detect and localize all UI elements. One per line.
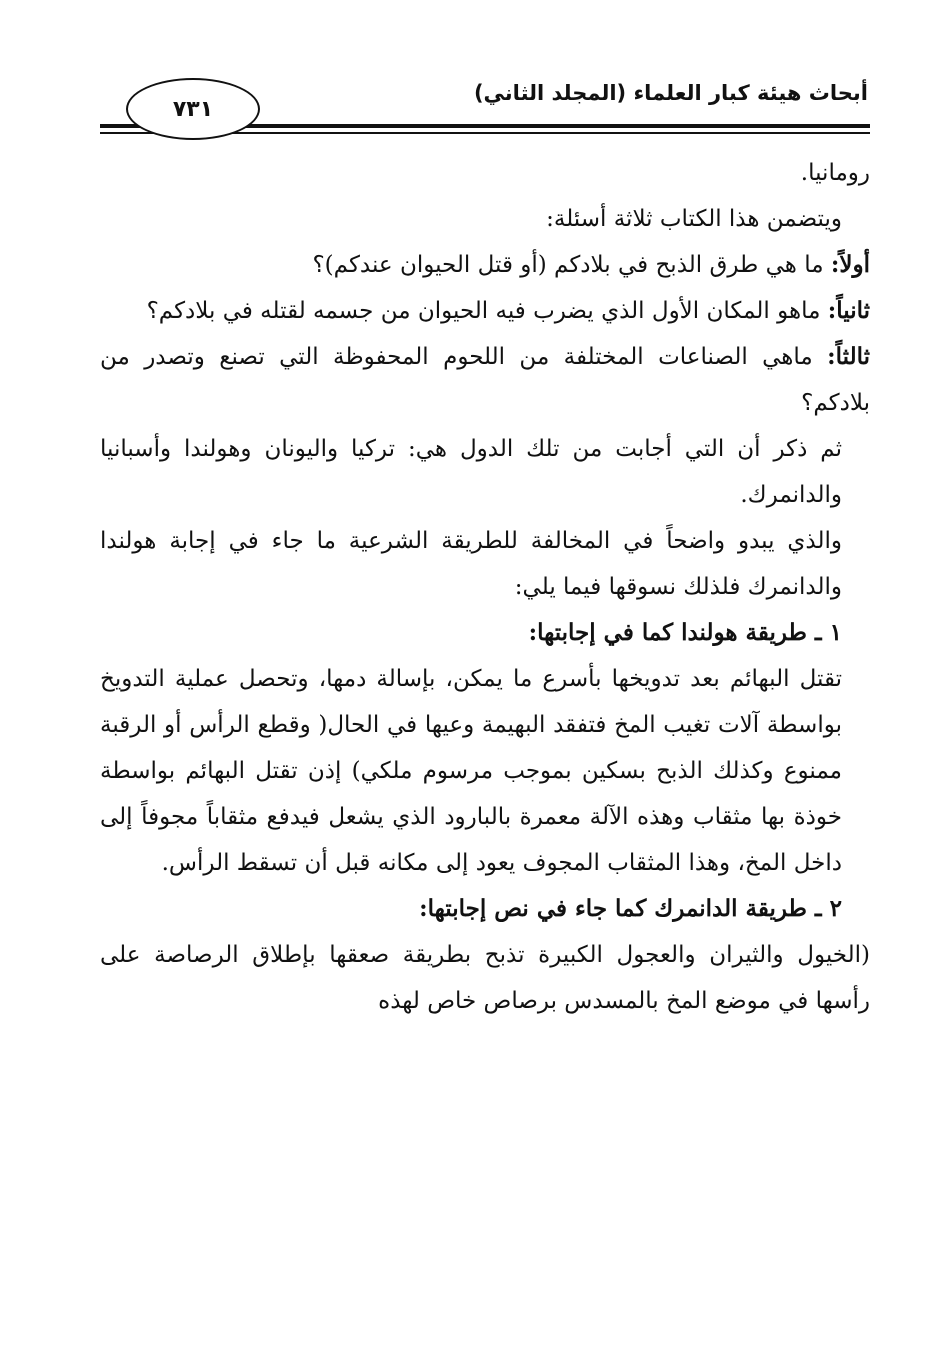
- page-number: ٧٣١: [172, 96, 214, 122]
- question-text: ماهو المكان الأول الذي يضرب فيه الحيوان من جسمه لقتله في بلادكم؟: [146, 298, 828, 324]
- question-label: أولاً:: [830, 251, 870, 278]
- question-1: [100, 242, 870, 288]
- paragraph: رومانيا.: [800, 160, 870, 186]
- page-number-oval: [126, 78, 260, 140]
- question-text: ما هي طرق الذبح في بلادكم (أو قتل الحيوان عندكم)؟: [312, 252, 831, 278]
- paragraph: (الخيول والثيران والعجول الكبيرة تذبح بطريقة صعقها بإطلاق الرصاصة على رأسها في موضع المخ بالمسدس برصاص خاص لهذه: [100, 942, 870, 1014]
- body-text: [100, 150, 870, 1024]
- paragraph: تقتل البهائم بعد تدويخها بأسرع ما يمكن، بإسالة دمها، وتحصل عملية التدويخ بواسطة آلات تغيب المخ فتفقد البهيمة وعيها في الحال( وقطع الرأس أو الرقبة ممنوع وكذلك الذبح بسكين بموجب مرسوم ملكي) إذن تقتل البهائم بواسطة خوذة بها مثقاب وهذه الآلة معمرة بالبارود الذي يشعل فيدفع مثقاباً مجوفاً إلى داخل المخ، وهذا المثقاب المجوف يعود إلى مكانه قبل أن تسقط الرأس.: [100, 666, 842, 876]
- paragraph: ثم ذكر أن التي أجابت من تلك الدول هي: تركيا واليونان وهولندا وأسبانيا والدانمرك.: [100, 436, 842, 508]
- running-header-title: أبحاث هيئة كبار العلماء (المجلد الثاني): [473, 81, 868, 105]
- section-heading: ٢ ـ طريقة الدانمرك كما جاء في نص إجابتها:: [419, 895, 842, 922]
- question-3: [100, 334, 870, 426]
- question-2: [100, 288, 870, 334]
- paragraph: ويتضمن هذا الكتاب ثلاثة أسئلة:: [546, 206, 842, 232]
- paragraph: والذي يبدو واضحاً في المخالفة للطريقة الشرعية ما جاء في إجابة هولندا والدانمرك فلذلك نسوقها فيما يلي:: [100, 528, 842, 600]
- question-label: ثانياً:: [827, 297, 870, 324]
- section-heading: ١ ـ طريقة هولندا كما في إجابتها:: [528, 619, 842, 646]
- question-text: ماهي الصناعات المختلفة من اللحوم المحفوظة التي تصنع وتصدر من بلادكم؟: [100, 344, 870, 416]
- question-label: ثالثاً:: [827, 343, 870, 370]
